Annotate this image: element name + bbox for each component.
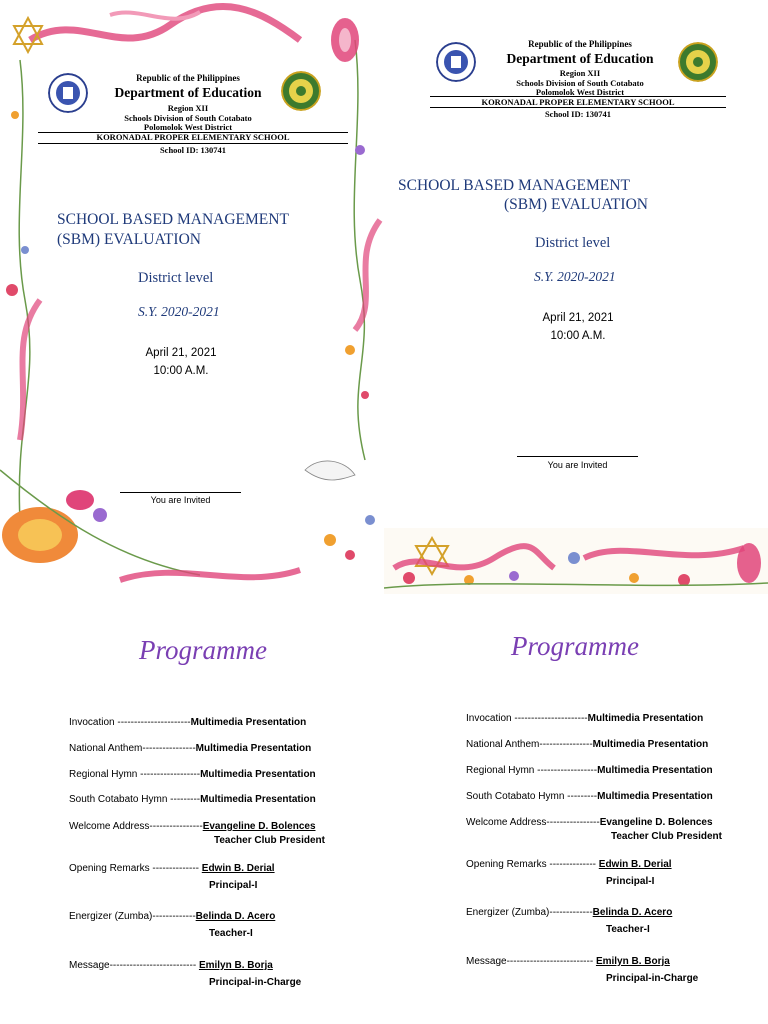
school-year: S.Y. 2020-2021: [534, 269, 616, 284]
item-value: Evangeline D. Bolences: [202, 821, 316, 832]
event-time: 10:00 A.M.: [153, 365, 209, 377]
event-date: April 21, 2021: [542, 312, 614, 324]
programme-item: [69, 960, 273, 971]
item-value: Belinda D. Acero: [592, 907, 673, 918]
left-programme-panel: [0, 600, 384, 1024]
programme-item: [466, 817, 713, 828]
item-label: Energizer (Zumba)-------------: [69, 911, 196, 922]
invite-text: You are Invited: [150, 495, 211, 505]
deped-seal-icon: [436, 42, 476, 82]
programme-item: [466, 765, 713, 776]
item-label: Welcome Address----------------: [69, 821, 203, 832]
title-line2: (SBM) EVALUATION: [504, 196, 648, 213]
item-value: Multimedia Presentation: [587, 713, 704, 724]
programme-item: [69, 911, 275, 922]
programme-item: [69, 821, 316, 832]
item-value: Multimedia Presentation: [200, 794, 316, 805]
item-value: Multimedia Presentation: [592, 739, 709, 750]
deped-seal-icon: [48, 73, 88, 113]
programme-item: [69, 794, 316, 805]
left-cover-panel: [0, 0, 384, 594]
title-line2: (SBM) EVALUATION: [57, 231, 201, 248]
item-role: Principal-I: [606, 876, 655, 887]
item-label: South Cotabato Hymn ---------: [466, 791, 598, 802]
header-region: Region XII: [559, 68, 601, 78]
item-value: Emilyn B. Borja: [595, 956, 670, 967]
item-role: Principal-in-Charge: [606, 973, 699, 984]
title-line1: SCHOOL BASED MANAGEMENT: [398, 177, 630, 194]
item-role: Teacher Club President: [214, 835, 325, 846]
item-value: Multimedia Presentation: [195, 743, 312, 754]
programme-item: [466, 739, 708, 750]
item-value: Belinda D. Acero: [195, 911, 276, 922]
programme-item: [69, 743, 311, 754]
header-division: Schools Division of South Cotabato: [124, 113, 252, 123]
header-republic: Republic of the Philippines: [136, 73, 240, 83]
item-label: Regional Hymn ------------------: [466, 765, 598, 776]
school-seal-icon: [678, 42, 718, 82]
item-role: Principal-I: [209, 880, 258, 891]
item-value: Multimedia Presentation: [200, 769, 316, 780]
item-role: Teacher Club President: [611, 831, 722, 842]
programme-item: [466, 907, 672, 918]
header-divider: [38, 143, 348, 144]
item-label: Welcome Address----------------: [466, 817, 600, 828]
header-school: KORONADAL PROPER ELEMENTARY SCHOOL: [96, 132, 290, 142]
item-label: Invocation ----------------------: [69, 717, 191, 728]
item-value: Evangeline D. Bolences: [599, 817, 713, 828]
item-label: Regional Hymn ------------------: [69, 769, 201, 780]
header-divider: [430, 107, 726, 108]
header-division: Schools Division of South Cotabato: [516, 78, 644, 88]
item-value: Edwin B. Derial: [201, 863, 275, 874]
item-label: Energizer (Zumba)-------------: [466, 907, 593, 918]
item-value: Emilyn B. Borja: [198, 960, 273, 971]
invite-text: You are Invited: [547, 460, 608, 470]
header-region: Region XII: [167, 103, 209, 113]
programme-item: [69, 769, 316, 780]
header-department: Department of Education: [506, 51, 654, 66]
item-value: Multimedia Presentation: [597, 765, 713, 776]
item-value: Multimedia Presentation: [190, 717, 307, 728]
programme-item: [466, 713, 703, 724]
item-label: National Anthem----------------: [69, 743, 196, 754]
district-level: District level: [535, 235, 611, 251]
invite-line: [120, 492, 241, 493]
header-republic: Republic of the Philippines: [528, 39, 632, 49]
school-year: S.Y. 2020-2021: [138, 304, 220, 319]
floral-strip-decoration: [384, 528, 768, 594]
event-time: 10:00 A.M.: [550, 330, 606, 342]
item-role: Teacher-I: [606, 924, 650, 935]
programme-title: Programme: [511, 631, 639, 661]
programme-title: Programme: [139, 635, 267, 665]
header-school-id: School ID: 130741: [544, 109, 612, 119]
item-value: Edwin B. Derial: [598, 859, 672, 870]
header-school-id: School ID: 130741: [159, 145, 227, 155]
header-district: Polomolok West District: [535, 87, 625, 97]
title-line1: SCHOOL BASED MANAGEMENT: [57, 211, 289, 228]
invite-line: [517, 456, 638, 457]
school-seal-icon: [281, 71, 321, 111]
programme-item: [466, 791, 713, 802]
programme-item: [69, 717, 306, 728]
item-role: Teacher-I: [209, 928, 253, 939]
right-programme-panel: [384, 600, 768, 1024]
item-label: Message--------------------------: [466, 956, 596, 967]
header-school: KORONADAL PROPER ELEMENTARY SCHOOL: [481, 97, 675, 107]
header-department: Department of Education: [114, 85, 262, 100]
programme-item: [466, 859, 672, 870]
item-label: Opening Remarks --------------: [69, 863, 202, 874]
district-level: District level: [138, 270, 214, 286]
programme-item: [466, 956, 670, 967]
header-district: Polomolok West District: [143, 122, 233, 132]
star-icon: [14, 18, 42, 52]
item-label: Message--------------------------: [69, 960, 199, 971]
item-label: National Anthem----------------: [466, 739, 593, 750]
item-label: South Cotabato Hymn ---------: [69, 794, 201, 805]
right-cover-panel: [384, 0, 768, 594]
programme-item: [69, 863, 275, 874]
item-label: Invocation ----------------------: [466, 713, 588, 724]
item-role: Principal-in-Charge: [209, 977, 302, 988]
item-label: Opening Remarks --------------: [466, 859, 599, 870]
event-date: April 21, 2021: [145, 347, 217, 359]
item-value: Multimedia Presentation: [597, 791, 713, 802]
